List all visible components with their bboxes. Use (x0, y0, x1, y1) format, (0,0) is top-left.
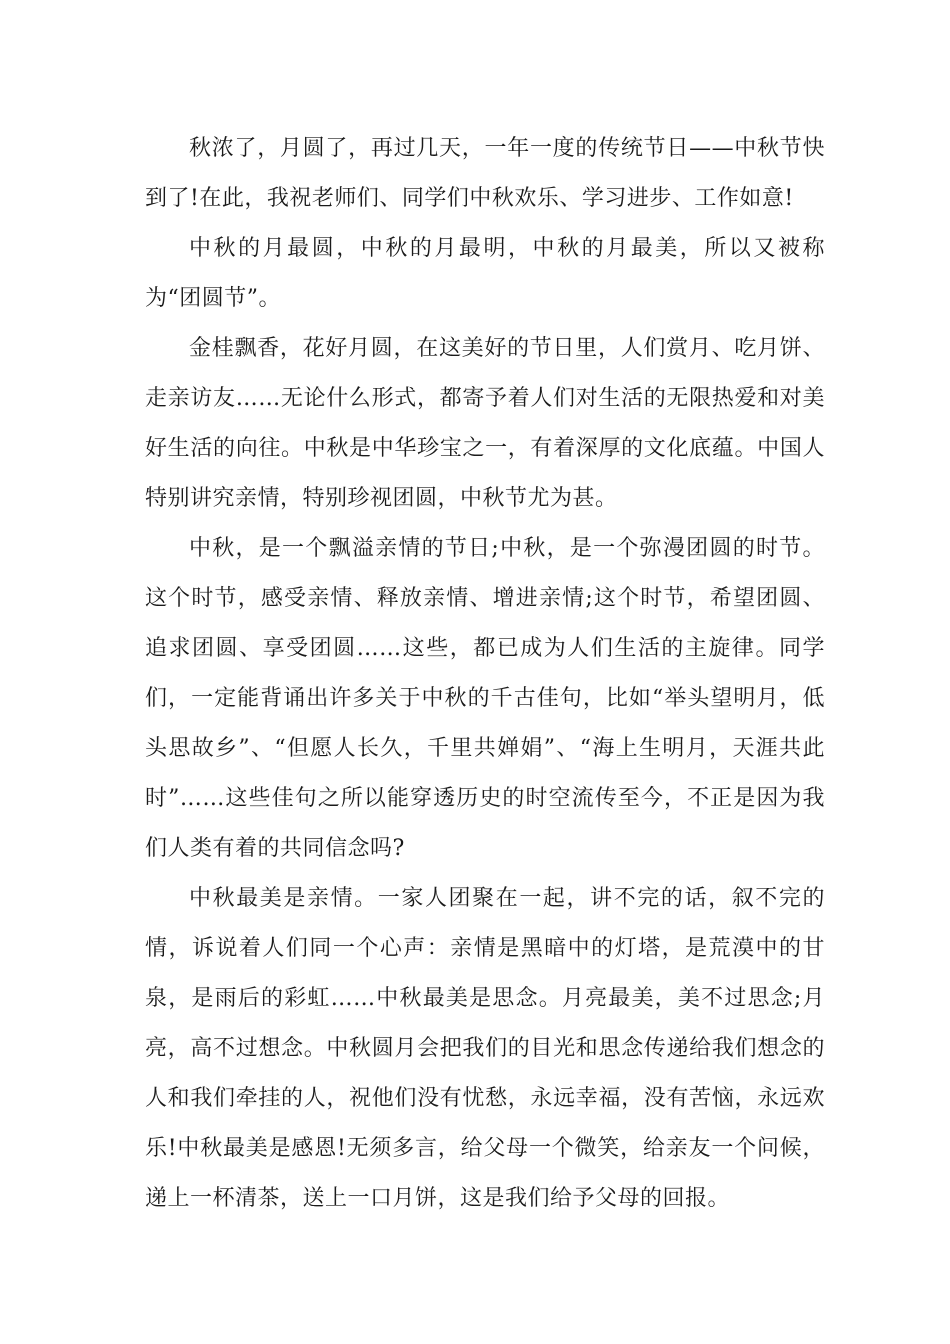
paragraph-2: 中秋的月最圆，中秋的月最明，中秋的月最美，所以又被称为“团圆节”。 (145, 236, 825, 311)
paragraph-4: 中秋，是一个飘溢亲情的节日;中秋，是一个弥漫团圆的时节。这个时节，感受亲情、释放亲情、增进亲情;这个时节，希望团圆、追求团圆、享受团圆……这些，都已成为人们生活的主旋律。同学们，一定能背诵出许多关于中秋的千古佳句，比如“举头望明月，低头思故乡”、“但愿人长久，千里共婵娟”、“海上生明月，天涯共此时”……这些佳句之所以能穿透历史的时空流传至今，不正是因为我们人类有着的共同信念吗? (145, 536, 825, 861)
paragraph-3: 金桂飘香，花好月圆，在这美好的节日里，人们赏月、吃月饼、走亲访友……无论什么形式，都寄予着人们对生活的无限热爱和对美好生活的向往。中秋是中华珍宝之一，有着深厚的文化底蕴。中国人特别讲究亲情，特别珍视团圆，中秋节尤为甚。 (145, 336, 825, 511)
paragraph-1: 秋浓了，月圆了，再过几天，一年一度的传统节日——中秋节快到了!在此，我祝老师们、同学们中秋欢乐、学习进步、工作如意! (145, 136, 825, 211)
document-body (145, 124, 825, 1224)
paragraph-5: 中秋最美是亲情。一家人团聚在一起，讲不完的话，叙不完的情，诉说着人们同一个心声：亲情是黑暗中的灯塔，是荒漠中的甘泉，是雨后的彩虹……中秋最美是思念。月亮最美，美不过思念;月亮，高不过想念。中秋圆月会把我们的目光和思念传递给我们想念的人和我们牵挂的人，祝他们没有忧愁，永远幸福，没有苦恼，永远欢乐!中秋最美是感恩!无须多言，给父母一个微笑，给亲友一个问候，递上一杯清茶，送上一口月饼，这是我们给予父母的回报。 (145, 886, 825, 1211)
